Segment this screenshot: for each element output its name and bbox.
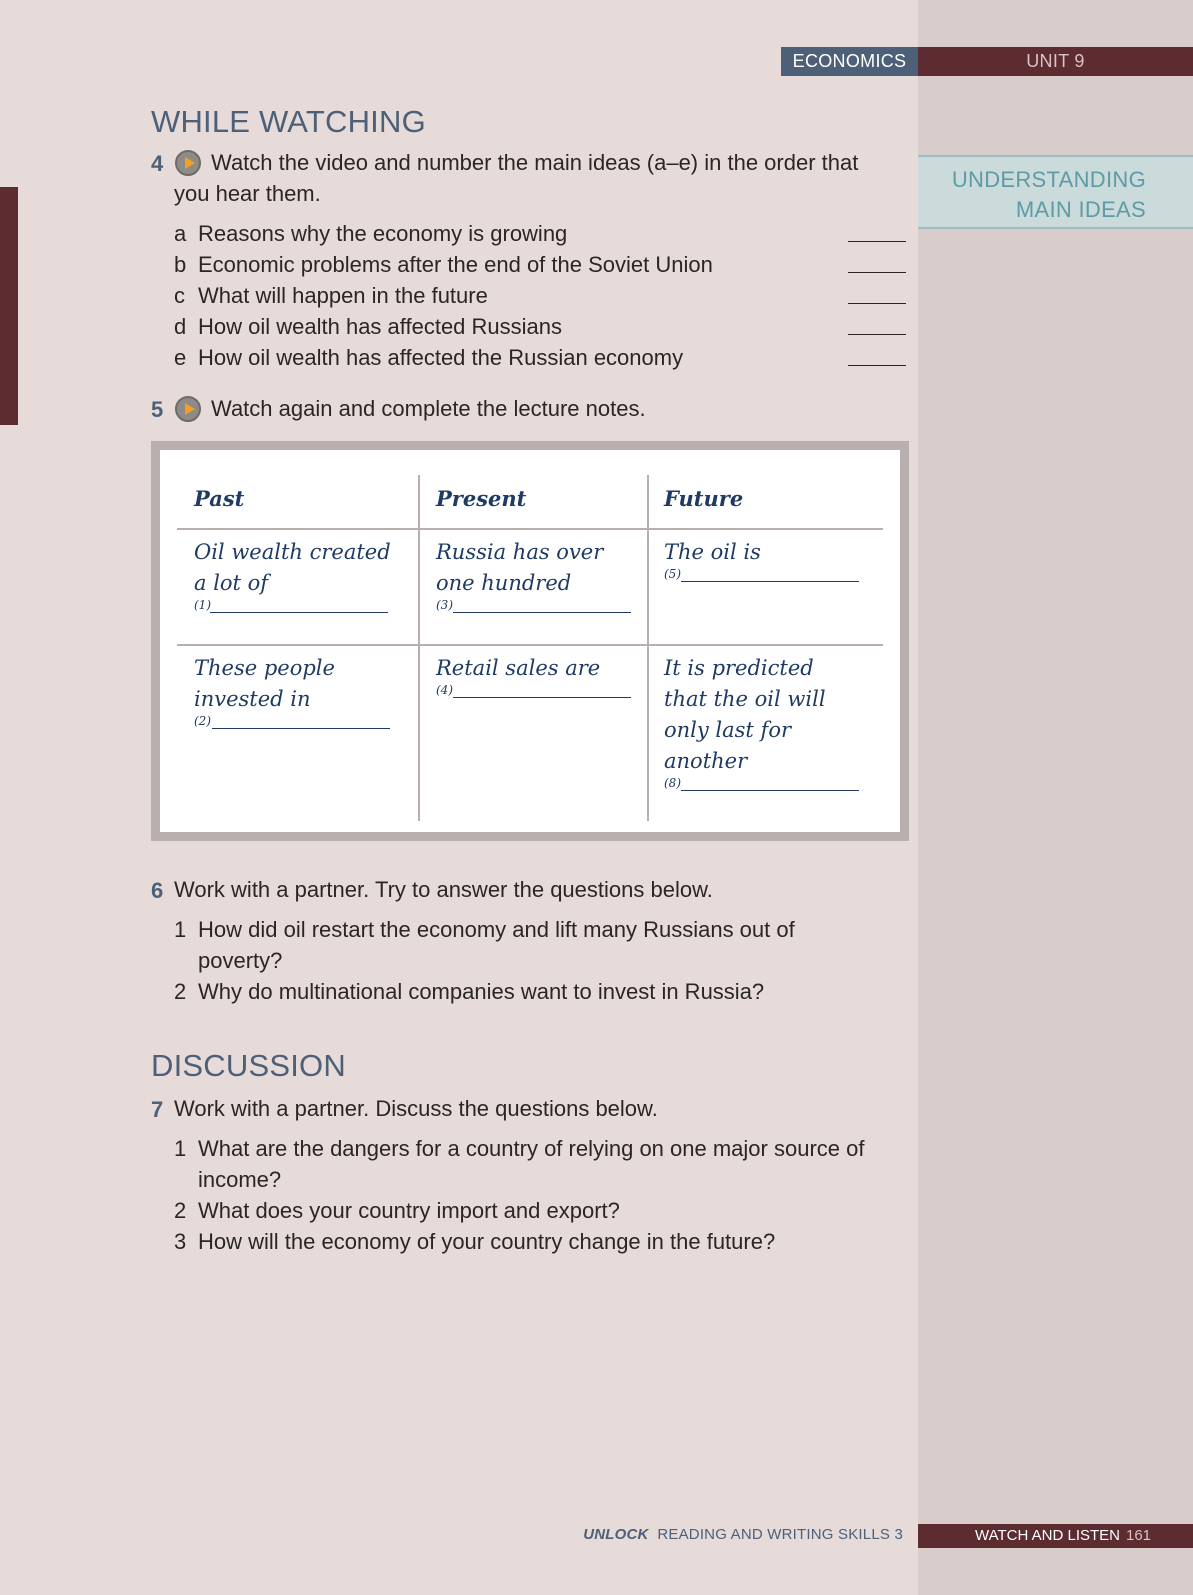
- question-text: How will the economy of your country change in the future?: [198, 1229, 776, 1254]
- item-label: e: [174, 345, 187, 370]
- answer-blank[interactable]: [848, 334, 906, 335]
- row-divider: [177, 528, 883, 530]
- item-label: d: [174, 314, 187, 339]
- main-idea-item: What will happen in the future: [198, 283, 488, 308]
- answer-blank[interactable]: [848, 272, 906, 273]
- main-idea-item: How oil wealth has affected the Russian economy: [198, 345, 684, 370]
- item-label: c: [174, 283, 185, 308]
- gap-number: (8): [664, 776, 681, 790]
- item-label: b: [174, 252, 187, 277]
- exercise-instruction-cont: you hear them.: [174, 181, 321, 206]
- skill-box: [918, 155, 1193, 229]
- section-heading-while-watching: WHILE WATCHING: [151, 104, 426, 139]
- answer-line[interactable]: [210, 612, 388, 613]
- unit-tab: UNIT 9: [918, 47, 1193, 76]
- answer-line[interactable]: [212, 728, 390, 729]
- column-header-past: Past: [194, 486, 245, 511]
- video-play-icon[interactable]: [175, 150, 201, 176]
- question-text-cont: poverty?: [198, 948, 283, 973]
- exercise-number: 6: [151, 878, 164, 903]
- question-number: 3: [174, 1229, 187, 1254]
- column-divider: [418, 475, 420, 821]
- exercise-number: 4: [151, 151, 164, 176]
- item-label: a: [174, 221, 187, 246]
- exercise-instruction: Work with a partner. Discuss the questions below.: [174, 1096, 658, 1121]
- main-idea-item: How oil wealth has affected Russians: [198, 314, 563, 339]
- footer-section-bar: [918, 1524, 1193, 1548]
- answer-blank[interactable]: [848, 303, 906, 304]
- column-header-future: Future: [664, 486, 744, 511]
- answer-line[interactable]: [681, 790, 859, 791]
- gap-number: (1): [194, 598, 211, 612]
- answer-line[interactable]: [681, 581, 859, 582]
- main-idea-item: Reasons why the economy is growing: [198, 221, 568, 246]
- gap-number: (3): [436, 598, 453, 612]
- row-divider: [177, 644, 883, 646]
- note-text: Russia has over: [436, 540, 604, 564]
- note-text: Retail sales are: [436, 656, 601, 680]
- note-text: These people: [194, 656, 335, 680]
- question-text-cont: income?: [198, 1167, 282, 1192]
- note-text: invested in: [194, 687, 311, 711]
- skill-label-line2: MAIN IDEAS: [1015, 197, 1146, 222]
- section-heading-discussion: DISCUSSION: [151, 1048, 346, 1083]
- note-text: a lot of: [194, 571, 269, 595]
- gap-number: (2): [194, 714, 211, 728]
- gap-number: (4): [436, 683, 453, 697]
- exercise-number: 7: [151, 1097, 164, 1122]
- exercise-instruction: Watch the video and number the main ideas (a–e) in the order that: [211, 150, 859, 175]
- note-text: one hundred: [436, 571, 572, 595]
- answer-blank[interactable]: [848, 241, 906, 242]
- answer-line[interactable]: [453, 697, 631, 698]
- question-text: How did oil restart the economy and lift many Russians out of: [198, 917, 795, 942]
- gap-number: (5): [664, 567, 681, 581]
- brand-logo: UNLOCK: [583, 1526, 649, 1543]
- book-title: READING AND WRITING SKILLS 3: [657, 1526, 903, 1543]
- exercise-instruction: Watch again and complete the lecture notes.: [211, 396, 646, 421]
- note-text: only last for: [664, 718, 792, 742]
- footer-book-title: [583, 1526, 903, 1543]
- note-text: The oil is: [664, 540, 761, 564]
- left-edge-strip: [0, 187, 18, 425]
- lecture-notes-table: [160, 450, 900, 832]
- page-number: 161: [1126, 1527, 1152, 1544]
- exercise-instruction: Work with a partner. Try to answer the questions below.: [174, 877, 713, 902]
- footer-section: WATCH AND LISTEN: [975, 1527, 1121, 1544]
- skill-label-line1: UNDERSTANDING: [951, 167, 1146, 192]
- answer-blank[interactable]: [848, 365, 906, 366]
- note-text: It is predicted: [664, 656, 814, 680]
- exercise-number: 5: [151, 397, 164, 422]
- question-number: 2: [174, 1198, 187, 1223]
- main-idea-item: Economic problems after the end of the Soviet Union: [198, 252, 713, 277]
- note-text: that the oil will: [664, 687, 826, 711]
- note-text: Oil wealth created: [194, 540, 391, 564]
- answer-line[interactable]: [453, 612, 631, 613]
- column-divider: [647, 475, 649, 821]
- column-header-present: Present: [436, 486, 527, 511]
- question-number: 2: [174, 979, 187, 1004]
- lecture-notes-frame: [151, 441, 909, 841]
- question-text: What does your country import and export?: [198, 1198, 620, 1223]
- question-number: 1: [174, 1136, 187, 1161]
- question-text: Why do multinational companies want to invest in Russia?: [198, 979, 765, 1004]
- question-number: 1: [174, 917, 187, 942]
- note-text: another: [664, 749, 748, 773]
- subject-tab: ECONOMICS: [781, 47, 918, 76]
- video-play-icon[interactable]: [175, 396, 201, 422]
- side-panel: [918, 0, 1193, 1595]
- question-text: What are the dangers for a country of relying on one major source of: [198, 1136, 865, 1161]
